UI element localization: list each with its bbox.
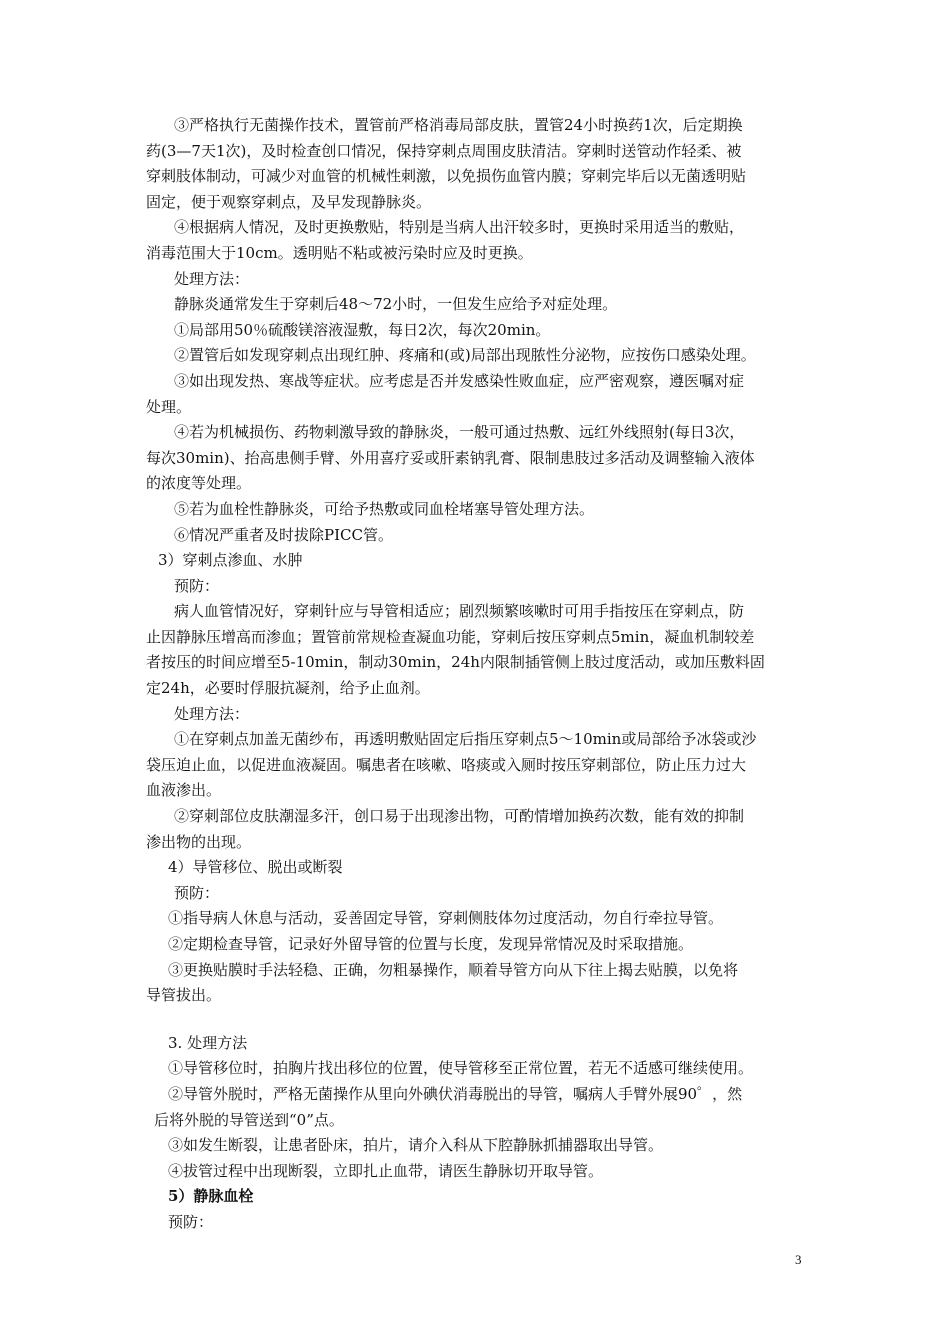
- page-number: 3: [795, 1252, 802, 1267]
- section-label: 处理方法：: [174, 269, 250, 288]
- text-line: 渗出物的出现。: [146, 832, 252, 851]
- section-heading: 3）穿刺点渗血、水肿: [158, 551, 303, 570]
- section-heading: 3. 处理方法: [168, 1033, 248, 1052]
- paragraph-gap: [146, 1009, 808, 1031]
- section-heading: 4）导管移位、脱出或断裂: [168, 858, 343, 877]
- section-label: 预防：: [174, 576, 220, 595]
- text-line: 定24h，必要时俘服抗凝剂，给予止血剂。: [146, 679, 430, 698]
- text-line: ⑥情况严重者及时拔除PICC管。: [174, 525, 393, 544]
- text-line: 消毒范围大于10cm。透明贴不粘或被污染时应及时更换。: [146, 243, 533, 262]
- text-line: 袋压迫止血，以促进血液凝固。嘱患者在咳嗽、咯痰或入厕时按压穿刺部位，防止压力过大: [146, 755, 747, 774]
- section-label: 预防：: [174, 883, 220, 902]
- text-line: 固定，便于观察穿刺点，及早发现静脉炎。: [146, 192, 432, 211]
- text-line: ①在穿刺点加盖无菌纱布，再透明敷贴固定后指压穿刺点5～10min或局部给予冰袋或沙: [174, 730, 757, 749]
- text-line: 处理。: [146, 397, 192, 416]
- text-line: 者按压的时间应增至5-10min，制动30min，24h内限制插管侧上肢过度活动，或加压敷料固: [146, 653, 765, 672]
- text-line: 穿刺肢体制动，可减少对血管的机械性刺激，以免损伤血管内膜；穿刺完毕后以无菌透明贴: [146, 167, 747, 186]
- text-line: 后将外脱的导管送到“0”点。: [154, 1110, 344, 1129]
- text-line: 血液渗出。: [146, 781, 222, 800]
- text-line: 每次30min)、抬高患侧手臂、外用喜疗妥或肝素钠乳膏、限制患肢过多活动及调整输入液体: [146, 448, 755, 467]
- text-line: ④若为机械损伤、药物刺激导致的静脉炎，一般可通过热敷、远红外线照射(每日3次，: [174, 423, 745, 442]
- text-line: ②定期检查导管，记录好外留导管的位置与长度，发现异常情况及时采取措施。: [168, 935, 694, 953]
- text-line: ①局部用50％硫酸镁溶液湿敷，每日2次，每次20min。: [174, 320, 551, 339]
- text-line: ④拔管过程中出现断裂，立即扎止血带，请医生静脉切开取导管。: [168, 1161, 604, 1180]
- text-line: ②置管后如发现穿刺点出现红肿、疼痛和(或)局部出现脓性分泌物，应按伤口感染处理。: [174, 346, 756, 365]
- text-line: 止因静脉压增高而渗血；置管前常规检查凝血功能，穿刺后按压穿刺点5min，凝血机制较差: [146, 627, 755, 646]
- text-line: ①指导病人休息与活动，妥善固定导管，穿刺侧肢体勿过度活动，勿自行牵拉导管。: [168, 909, 724, 928]
- text-line: ②导管外脱时，严格无菌操作从里向外碘伏消毒脱出的导管，嘱病人手臂外展90゜，然: [168, 1084, 743, 1103]
- text-line: ⑤若为血栓性静脉炎，可给予热敷或同血栓堵塞导管处理方法。: [174, 499, 595, 518]
- text-line: ③如出现发热、寒战等症状。应考虑是否并发感染性败血症，应严密观察，遵医嘱对症: [174, 371, 745, 390]
- text-line: 导管拔出。: [146, 986, 222, 1005]
- text-line: 病人血管情况好，穿刺针应与导管相适应；剧烈频繁咳嗽时可用手指按压在穿刺点，防: [174, 602, 745, 621]
- text-line: ③更换贴膜时手法轻稳、正确，勿粗暴操作，顺着导管方向从下往上揭去贴膜，以免将: [168, 960, 739, 979]
- text-line: ③严格执行无菌操作技术，置管前严格消毒局部皮肤，置管24小时换药1次，后定期换: [174, 116, 743, 134]
- section-label: 处理方法：: [174, 704, 250, 723]
- document-body: [146, 113, 808, 1236]
- section-heading: 5）静脉血栓: [168, 1187, 254, 1206]
- text-line: 药(3—7天1次)，及时检查创口情况，保持穿刺点周围皮肤清洁。穿刺时送管动作轻柔、被: [146, 141, 742, 160]
- text-line: ③如发生断裂，让患者卧床，拍片，请介入科从下腔静脉抓捕器取出导管。: [168, 1136, 664, 1155]
- text-line: 静脉炎通常发生于穿刺后48～72小时，一但发生应给予对症处理。: [174, 295, 618, 314]
- text-line: ④根据病人情况，及时更换敷贴，特别是当病人出汗较多时，更换时采用适当的敷贴，: [174, 218, 745, 237]
- text-line: ②穿刺部位皮肤潮湿多汗，创口易于出现渗出物，可酌情增加换药次数，能有效的抑制: [174, 807, 745, 826]
- text-line: ①导管移位时，拍胸片找出移位的位置，使导管移至正常位置，若无不适感可继续使用。: [168, 1059, 754, 1078]
- text-line: 的浓度等处理。: [146, 474, 252, 493]
- section-label: 预防：: [168, 1212, 214, 1231]
